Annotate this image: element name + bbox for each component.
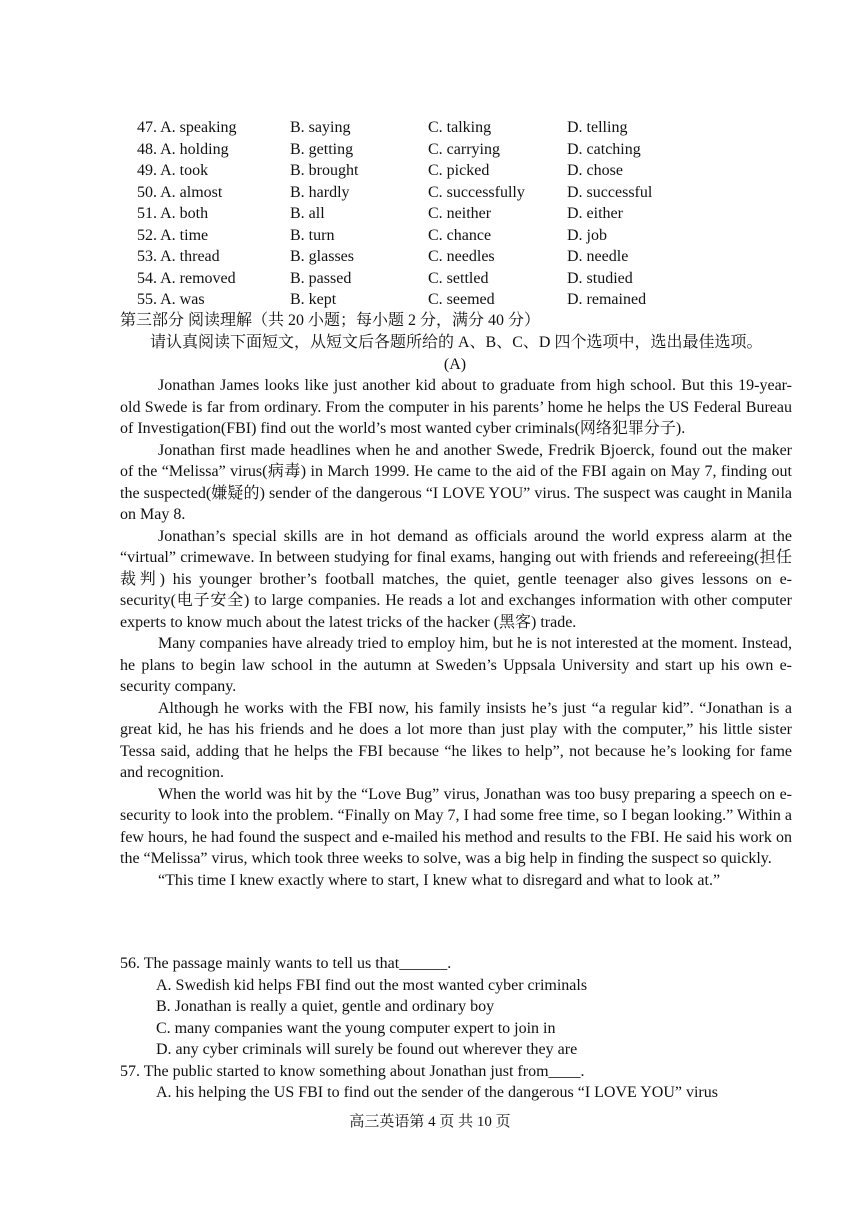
cloze-option-row [137,289,737,311]
answer-option: C. many companies want the young computer expert to join in [156,1019,556,1037]
option-d: D. studied [567,269,633,287]
cloze-option-row [137,160,737,182]
question-list [120,953,800,1104]
option-a: 52. A. time [137,226,209,244]
cloze-option-row [137,203,737,225]
cloze-option-row [137,246,737,268]
passage-paragraph: When the world was hit by the “Love Bug” virus, Jonathan was too busy preparing a speech on e-security to look into the problem. “Finally on May 7, I had some free time, so I began looking.” Within a few hours, he had found the suspect and e-mailed his method and results to the FBI. He said his work on the “Melissa” virus, which took three weeks to solve, was a big help in finding the suspect so quickly. [120,785,792,867]
option-c: C. carrying [428,140,500,158]
passage-paragraph: “This time I knew exactly where to start, I knew what to disregard and what to look at.” [158,871,721,889]
question-stem: 57. The public started to know something about Jonathan just from____. [120,1062,585,1080]
option-b: B. hardly [290,183,350,201]
option-c: C. talking [428,119,492,136]
option-c: C. seemed [428,291,495,308]
option-d: D. telling [567,119,628,136]
option-c: C. chance [428,226,492,244]
option-d: D. needle [567,248,629,265]
option-b: B. getting [290,140,354,158]
option-a: 50. A. almost [137,183,223,201]
section-instruction: 请认真阅读下面短文，从短文后各题所给的 A、B、C、D 四个选项中，选出最佳选项。 [150,334,763,351]
option-c: C. picked [428,162,490,179]
option-b: B. saying [290,119,351,136]
page-footer: 高三英语第 4 页 共 10 页 [349,1114,511,1130]
cloze-option-row [137,117,737,139]
option-c: C. settled [428,269,489,287]
option-c: C. needles [428,248,495,265]
passage-paragraph: Although he works with the FBI now, his family insists he’s just “a regular kid”. “Jonathan is a great kid, he has his friends and he does a lot more than just play with the computer,” his little sister Tessa said, adding that he helps the FBI because “he likes to help”, not because he’s looking for fame and recognition. [120,699,792,781]
option-a: 53. A. thread [137,248,220,265]
option-b: B. glasses [290,248,354,265]
cloze-option-row [137,268,737,290]
passage-paragraph: Many companies have already tried to employ him, but he is not interested at the moment. Instead, he plans to begin law school in the autumn at Sweden’s Uppsala University and start up his own e-security company. [120,635,792,695]
cloze-option-row [137,182,737,204]
option-c: C. neither [428,205,492,222]
option-a: 54. A. removed [137,269,236,287]
cloze-options-grid [137,117,737,311]
option-d: D. job [567,226,607,244]
option-d: D. either [567,205,623,222]
option-d: D. chose [567,162,623,179]
question-stem: 56. The passage mainly wants to tell us that______. [120,955,452,972]
option-b: B. brought [290,162,359,179]
option-a: 47. A. speaking [137,119,237,136]
option-d: D. remained [567,291,647,308]
section-heading: 第三部分 阅读理解（共 20 小题；每小题 2 分，满分 40 分） [120,312,541,329]
answer-option: A. Swedish kid helps FBI find out the most wanted cyber criminals [156,976,588,994]
option-a: 48. A. holding [137,140,229,158]
option-c: C. successfully [428,183,525,201]
option-a: 49. A. took [137,162,209,179]
reading-passage [120,375,792,891]
option-a: 55. A. was [137,291,205,308]
option-b: B. all [290,205,325,222]
answer-option: D. any cyber criminals will surely be found out wherever they are [156,1041,578,1058]
option-a: 51. A. both [137,205,209,222]
answer-option: A. his helping the US FBI to find out the sender of the dangerous “I LOVE YOU” virus [156,1084,718,1101]
passage-paragraph: Jonathan James looks like just another kid about to graduate from high school. But this 19-year-old Swede is far from ordinary. From the computer in his parents’ home he helps the US Federal Bureau of Investigation(FBI) find out the world’s most wanted cyber criminals(网络犯罪分子). [120,377,792,437]
passage-label: (A) [443,356,467,373]
cloze-option-row [137,225,737,247]
answer-option: B. Jonathan is really a quiet, gentle and ordinary boy [156,998,495,1015]
passage-paragraph: Jonathan’s special skills are in hot demand as officials around the world express alarm at the “virtual” crimewave. In between studying for final exams, hanging out with friends and refereeing(担任裁判) his younger brother’s football matches, the quiet, gentle teenager also gives lessons on e-security(电子安全) to large companies. He reads a lot and exchanges information with other computer experts to know much about the latest tricks of the hacker (黑客) trade. [120,527,792,631]
option-b: B. turn [290,226,335,244]
cloze-option-row [137,139,737,161]
option-d: D. successful [567,183,653,201]
option-b: B. kept [290,291,337,308]
option-b: B. passed [290,269,352,287]
passage-paragraph: Jonathan first made headlines when he and another Swede, Fredrik Bjoerck, found out the maker of the “Melissa” virus(病毒) in March 1999. He came to the aid of the FBI again on May 7, finding out the suspected(嫌疑的) sender of the dangerous “I LOVE YOU” virus. The suspect was caught in Manila on May 8. [120,441,792,523]
option-d: D. catching [567,140,641,158]
